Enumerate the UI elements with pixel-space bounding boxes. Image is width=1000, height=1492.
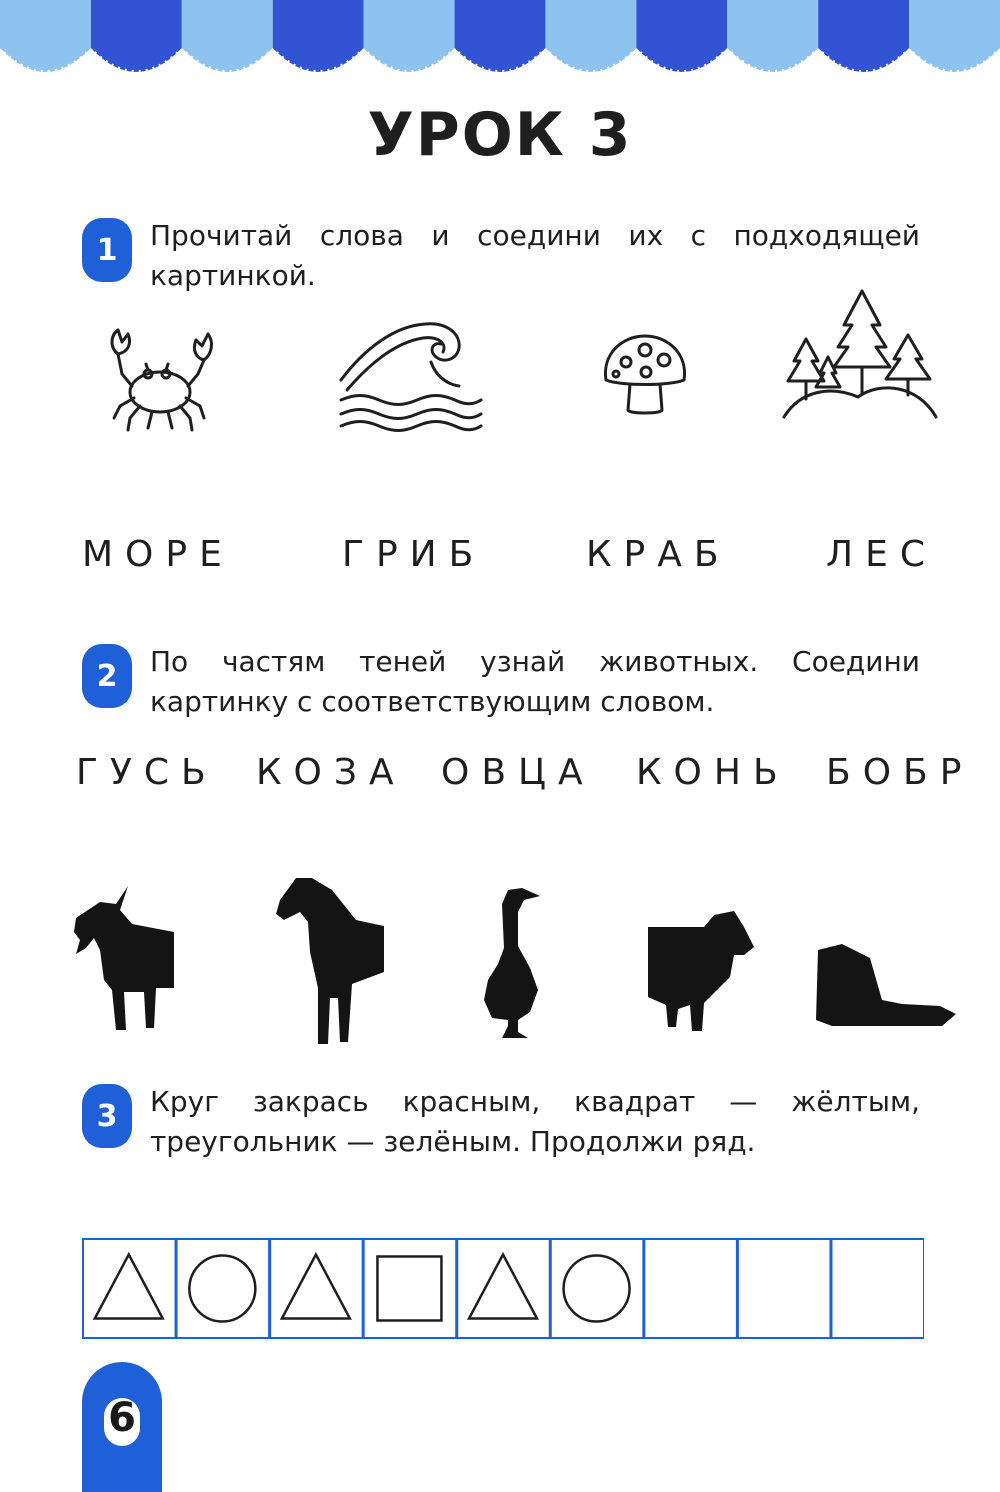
page-number: 6: [108, 1395, 136, 1441]
horse-silhouette: [272, 872, 387, 1052]
task-1-instruction: Прочитай слова и соедини их с подходящей картинкой.: [150, 219, 920, 292]
triangle-shape[interactable]: [469, 1255, 537, 1319]
task-1-word-more: МОРЕ: [82, 534, 234, 575]
goose-silhouette: [478, 884, 548, 1042]
task-2-badge: 2: [82, 644, 132, 708]
task-2-word-ovtsa: ОВЦА: [441, 752, 595, 793]
forest-icon: [780, 285, 940, 425]
awning-scallop: [0, 0, 91, 72]
circle-shape[interactable]: [189, 1256, 255, 1322]
awning-scallop: [91, 0, 182, 72]
circle-shape[interactable]: [564, 1256, 630, 1322]
awning-scallop: [273, 0, 364, 72]
lesson-title: УРОК 3: [367, 100, 633, 170]
task-2-word-kon: КОНЬ: [636, 752, 790, 793]
awning-scallop: [182, 0, 273, 72]
awning-scallop: [909, 0, 1000, 72]
awning-scallop: [455, 0, 546, 72]
mushroom-icon: [600, 330, 690, 420]
sequence-cell[interactable]: [831, 1239, 924, 1338]
task-1-word-krab: КРАБ: [586, 534, 731, 575]
task-2-instruction: По частям теней узнай животных. Соедини картинку с соответствующим словом.: [150, 645, 920, 718]
task-2-word-gus: ГУСЬ: [76, 752, 218, 793]
awning-scallop: [636, 0, 727, 72]
awning-scallop: [545, 0, 636, 72]
task-2-word-koza: КОЗА: [256, 752, 406, 793]
awning-scallop: [818, 0, 909, 72]
shape-sequence-grid: [82, 1238, 924, 1339]
awning-scallop: [727, 0, 818, 72]
awning-header-decoration: [0, 0, 1000, 80]
triangle-shape[interactable]: [282, 1255, 350, 1319]
task-3-instruction: Круг закрась красным, квадрат — жёлтым, треугольник — зелёным. Продолжи ряд.: [150, 1085, 920, 1158]
task-1-badge: 1: [82, 218, 132, 282]
task-3-badge: 3: [82, 1084, 132, 1148]
sequence-cell[interactable]: [738, 1239, 831, 1338]
beaver-silhouette: [810, 940, 958, 1032]
crab-icon: [100, 320, 220, 440]
task-1-word-les: ЛЕС: [826, 534, 937, 575]
sequence-cell[interactable]: [644, 1239, 737, 1338]
square-shape[interactable]: [377, 1257, 441, 1321]
triangle-shape[interactable]: [95, 1255, 163, 1319]
sheep-silhouette: [644, 905, 756, 1035]
goat-silhouette: [70, 880, 180, 1040]
task-1-word-grib: ГРИБ: [342, 534, 486, 575]
wave-icon: [335, 318, 485, 433]
awning-scallop: [364, 0, 455, 72]
task-2-word-bobr: БОБР: [826, 752, 974, 793]
